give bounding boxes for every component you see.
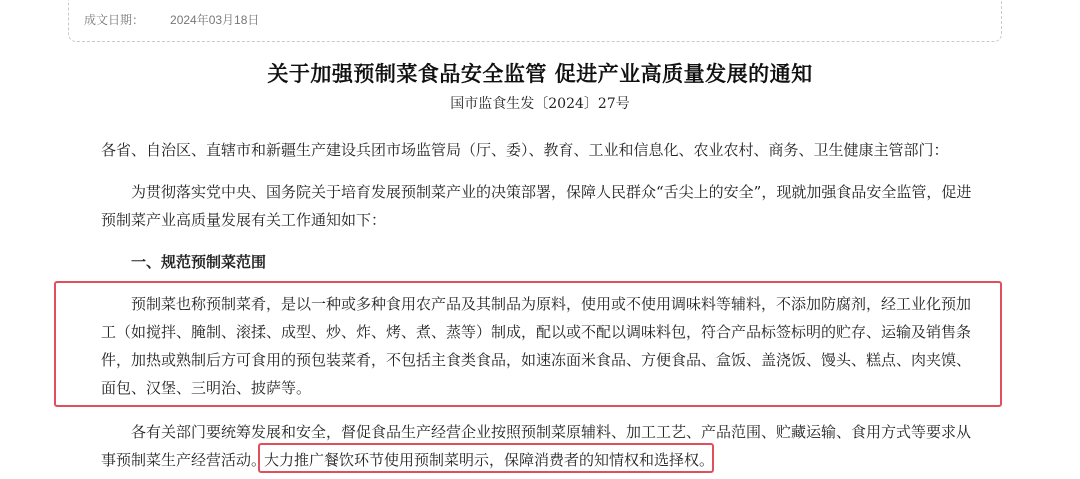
paragraph-line: 事预制菜生产经营活动。 <box>101 451 267 469</box>
definition-line: 面包、汉堡、三明治、披萨等。 <box>101 379 312 397</box>
document-title: 关于加强预制菜食品安全监管 促进产业高质量发展的通知 <box>267 61 813 86</box>
document-number: 国市监食生发〔2024〕27号 <box>450 96 630 112</box>
section-heading: 一、规范预制菜范围 <box>131 253 267 271</box>
definition-line: 件，加热或熟制后方可食用的预包装菜肴，不包括主食类食品，如速冻面米食品、方便食品、盒饭、盖浇饭、馒头、糕点、肉夹馍、 <box>101 351 972 369</box>
recipients-line: 各省、自治区、直辖市和新疆生产建设兵团市场监管局（厅、委）、教育、工业和信息化、农业农村、商务、卫生健康主管部门： <box>101 141 949 159</box>
publish-date-label: 成文日期： <box>84 13 145 27</box>
disclosure-line: 大力推广餐饮环节使用预制菜明示，保障消费者的知情权和选择权。 <box>264 451 715 469</box>
publish-date-value: 2024年03月18日 <box>170 13 260 27</box>
intro-line: 预制菜产业高质量发展有关工作通知如下： <box>101 211 387 229</box>
publish-date <box>84 11 259 28</box>
definition-line: 工（如搅拌、腌制、滚揉、成型、炒、炸、烤、煮、蒸等）制成，配以或不配以调味料包，符合产品标签标明的贮存、运输及销售条 <box>101 323 972 341</box>
definition-line: 预制菜也称预制菜肴，是以一种或多种食用农产品及其制品为原料，使用或不使用调味料等辅料，不添加防腐剂，经工业化预加 <box>131 295 972 313</box>
intro-line: 为贯彻落实党中央、国务院关于培育发展预制菜产业的决策部署，保障人民群众“舌尖上的安全”，现就加强食品安全监管，促进 <box>131 183 972 201</box>
paragraph-line: 各有关部门要统筹发展和安全，督促食品生产经营企业按照预制菜原辅料、加工工艺、产品范围、贮藏运输、食用方式等要求从 <box>131 423 972 441</box>
